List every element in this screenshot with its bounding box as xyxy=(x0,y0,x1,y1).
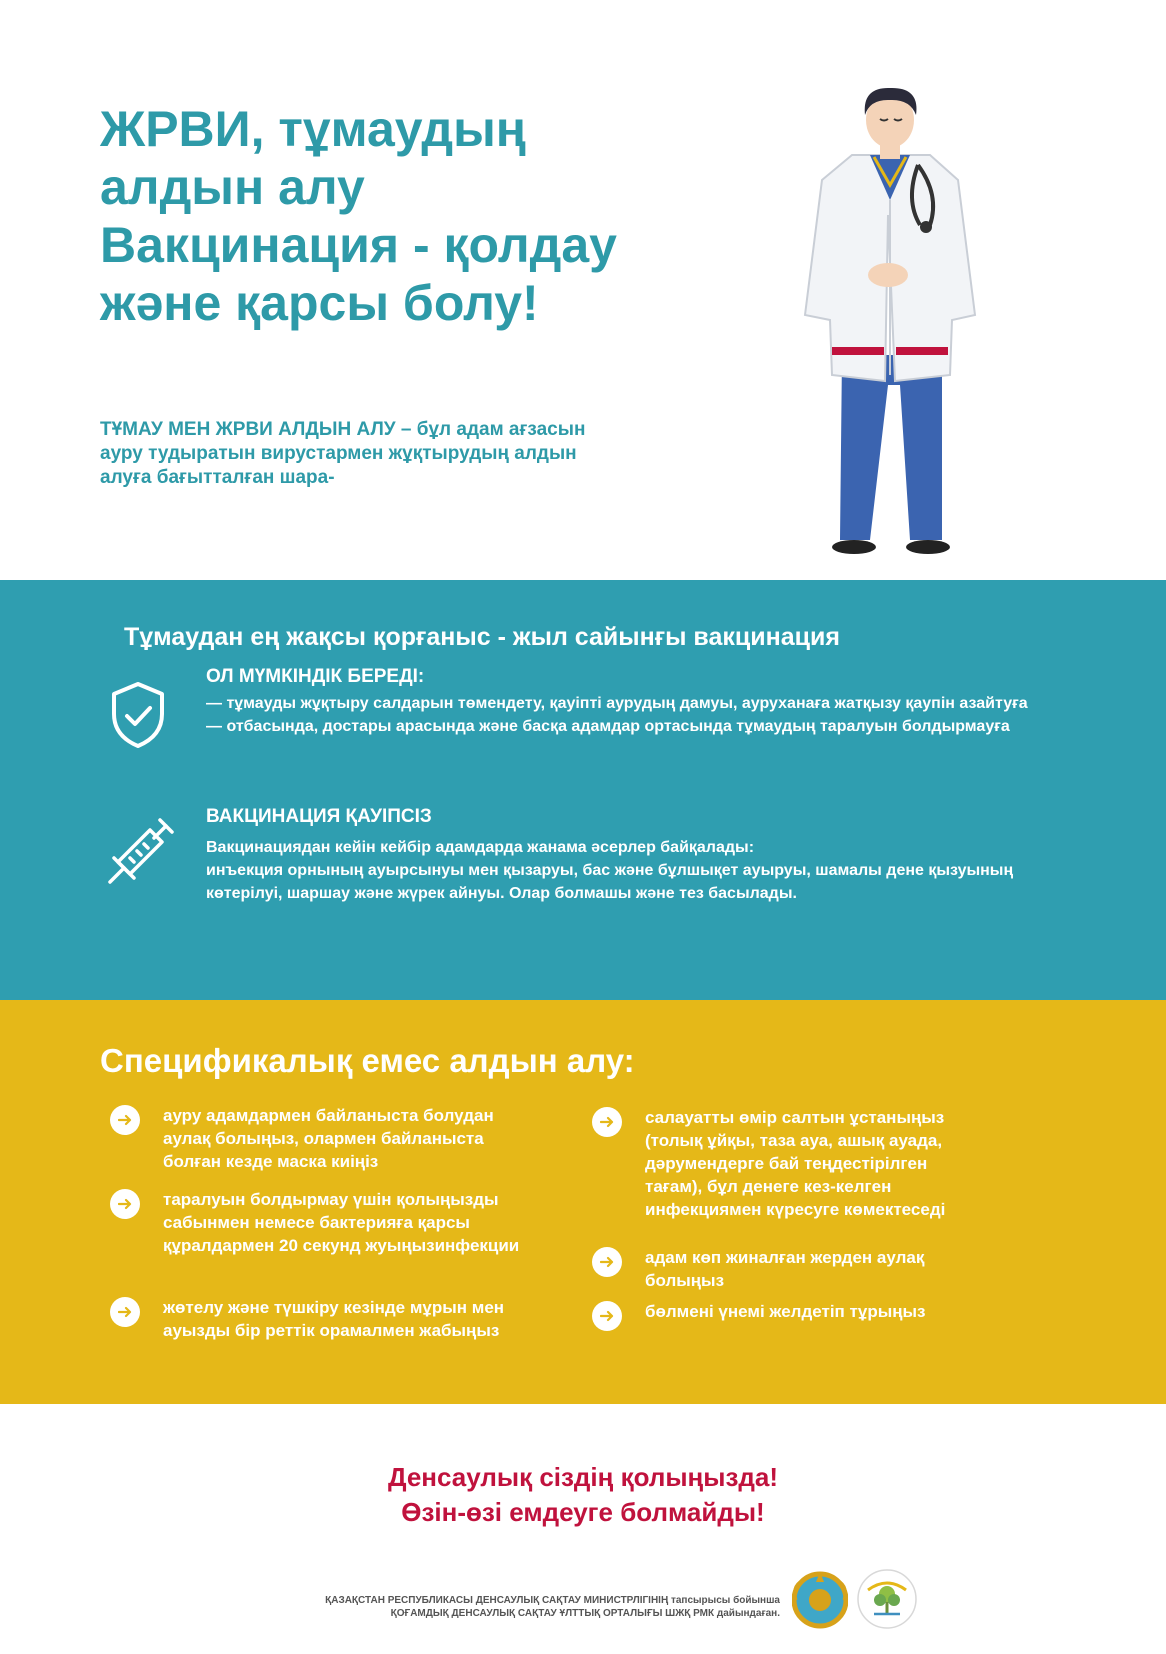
list-item xyxy=(592,1300,982,1331)
feature-title: ОЛ МҮМКІНДІК БЕРЕДІ: xyxy=(206,666,425,687)
feature-text xyxy=(206,836,1076,905)
list-item-text: салауатты өмір салтын ұстаныңыз (толық ұйқы, таза ауа, ашық ауада, дәрумендерге бай теңдестірілген тағам), бұл денеге кез-келген инфекциямен күресуге көмектеседі xyxy=(645,1108,946,1219)
list-item xyxy=(110,1188,530,1257)
list-item xyxy=(592,1106,982,1221)
vaccination-section xyxy=(0,580,1166,1000)
feature-line: Вакцинациядан кейін кейбір адамдарда жанама әсерлер байқалады: xyxy=(206,839,755,856)
footer-line: ҚОҒАМДЫҚ ДЕНСАУЛЫҚ САҚТАУ ҰЛТТЫҚ ОРТАЛЫҒЫ ШЖҚ РМК дайындаған. xyxy=(390,1608,780,1619)
feature-line: — отбасында, достары арасында және басқа адамдар ортасында тұмаудың таралуын болдырмауға xyxy=(206,718,1010,735)
footer-line: ҚАЗАҚСТАН РЕСПУБЛИКАСЫ ДЕНСАУЛЫҚ САҚТАУ МИНИСТРЛІГІНІҢ тапсырысы бойынша xyxy=(325,1595,780,1606)
list-item-text: бөлмені үнемі желдетіп тұрыңыз xyxy=(645,1302,926,1321)
list-item xyxy=(110,1296,530,1342)
feature-text xyxy=(206,692,1076,738)
intro-text: ТҰМАУ МЕН ЖРВИ АЛДЫН АЛУ – бұл адам ағзасын ауру тудыратын вирустармен жұқтырудың алдын алуға бағытталған шара- xyxy=(100,419,586,488)
title-line: және қарсы болу! xyxy=(100,275,539,331)
arrow-right-icon xyxy=(110,1105,140,1135)
list-item-text: таралуын болдырмау үшін қолыңызды сабынмен немесе бактерияға қарсы құралдармен 20 секунд жуыңызинфекции xyxy=(163,1190,520,1255)
list-item xyxy=(110,1104,530,1173)
shield-check-icon xyxy=(108,680,168,750)
arrow-right-icon xyxy=(110,1297,140,1327)
prevention-section xyxy=(0,1000,1166,1404)
arrow-right-icon xyxy=(592,1247,622,1277)
kazakhstan-emblem-icon xyxy=(792,1568,848,1630)
title-line: Вакцинация - қолдау xyxy=(100,217,617,273)
public-health-center-logo-icon xyxy=(856,1568,918,1630)
slogan-line: Денсаулық сіздің қолыңызда! xyxy=(388,1462,778,1492)
slogan xyxy=(0,1460,1166,1530)
syringe-icon xyxy=(104,816,176,888)
list-item-text: жөтелу және түшкіру кезінде мұрын мен ауызды бір реттік орамалмен жабыңыз xyxy=(163,1298,505,1340)
prevention-heading: Спецификалық емес алдын алу: xyxy=(100,1042,635,1079)
feature-line: инъекция орнының ауырсынуы мен қызаруы, бас және бұлшықет ауыруы, шамалы дене қызуының көтерілуі, шаршау және жүрек айнуы. Олар болмашы және тез басылады. xyxy=(206,862,1014,902)
arrow-right-icon xyxy=(592,1107,622,1137)
list-item-text: адам көп жиналған жерден аулақ болыңыз xyxy=(645,1248,925,1290)
vaccination-heading: Тұмаудан ең жақсы қорғаныс - жыл сайынғы вакцинация xyxy=(124,623,840,651)
footer-credit xyxy=(160,1594,780,1620)
list-item-text: ауру адамдармен байланыста болудан аулақ болыңыз, олармен байланыста болған кезде маска киіңіз xyxy=(163,1106,494,1171)
title-line: ЖРВИ, тұмаудың xyxy=(100,101,527,157)
arrow-right-icon xyxy=(110,1189,140,1219)
slogan-line: Өзін-өзі емдеуге болмайды! xyxy=(401,1497,765,1527)
list-item xyxy=(592,1246,982,1292)
doctor-illustration xyxy=(770,85,1030,585)
arrow-right-icon xyxy=(592,1301,622,1331)
feature-title: ВАКЦИНАЦИЯ ҚАУІПСІЗ xyxy=(206,806,432,827)
feature-line: — тұмауды жұқтыру салдарын төмендету, қауіпті аурудың дамуы, ауруханаға жатқызу қаупін азайтуға xyxy=(206,695,1028,712)
page-title xyxy=(100,100,720,332)
title-line: алдын алу xyxy=(100,159,365,215)
